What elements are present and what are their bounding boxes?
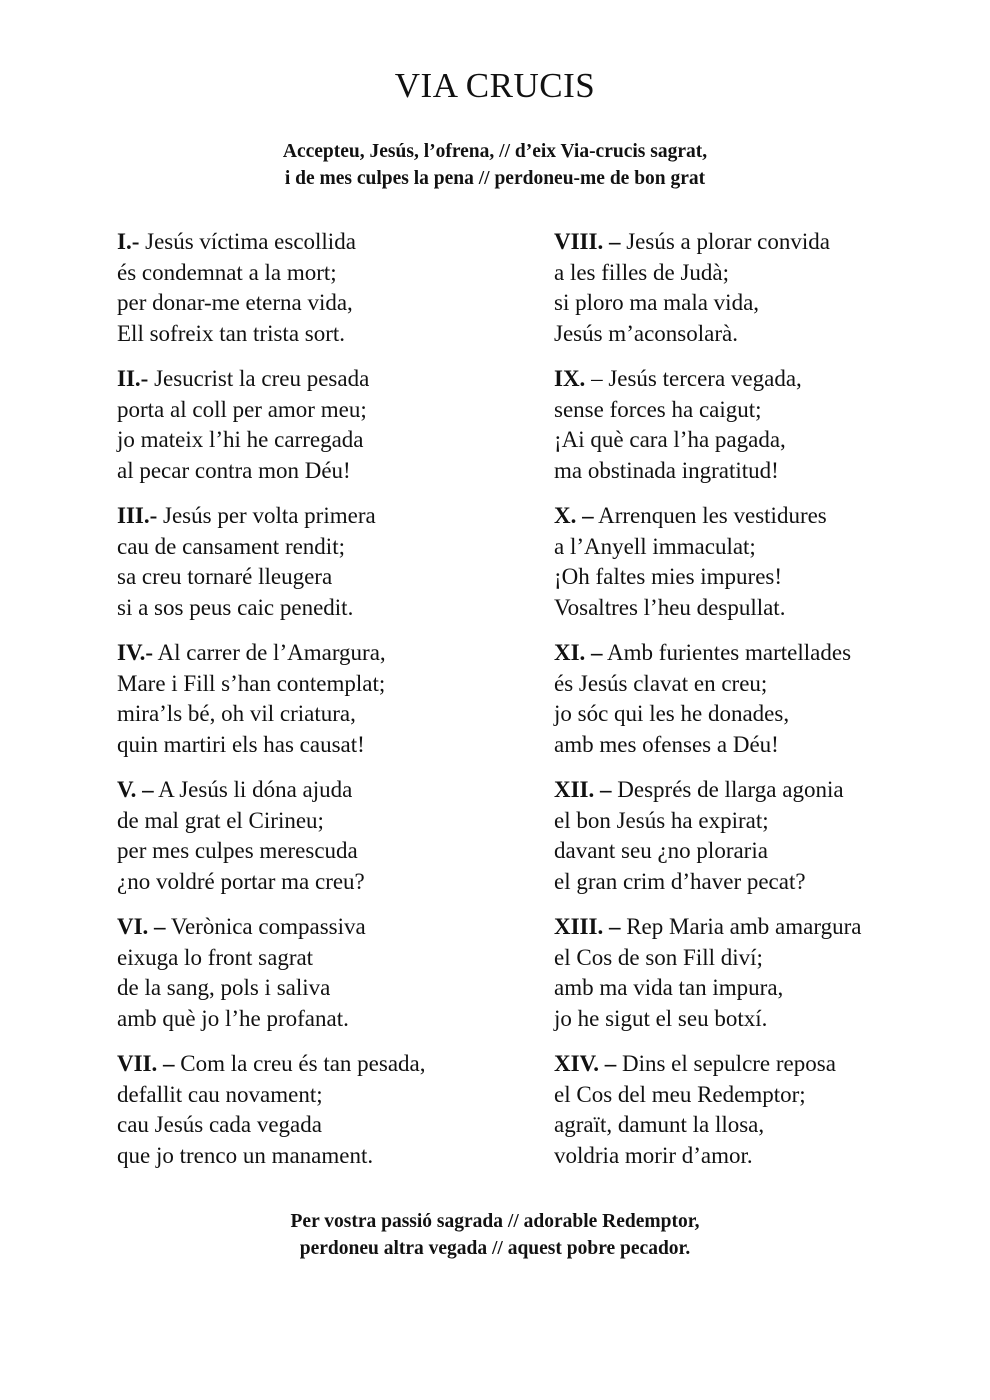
- stanza-line: Jesús m’aconsolarà.: [554, 320, 738, 346]
- intro-line: Accepteu, Jesús, l’ofrena, // d’eix Via-crucis sagrat,: [282, 141, 708, 162]
- stanza-line: Jesús víctima escollida: [139, 229, 356, 254]
- station-number: I.-: [117, 229, 140, 254]
- stanza-line: Dins el sepulcre reposa: [616, 1051, 836, 1076]
- stanza-line: quin martiri els has causat!: [117, 731, 365, 757]
- stanza-line: – Jesús tercera vegada,: [585, 366, 802, 391]
- stanza-line: al pecar contra mon Déu!: [117, 457, 351, 483]
- station-number: VI. –: [117, 914, 166, 939]
- stanza-line: A Jesús li dóna ajuda: [153, 777, 353, 802]
- stanza-first-line: [554, 501, 954, 532]
- station-stanza: [117, 912, 527, 1034]
- stanza-line: Verònica compassiva: [165, 914, 366, 939]
- stanza-line: que jo trenco un manament.: [117, 1142, 374, 1168]
- stanza-first-line: [554, 912, 954, 943]
- stanza-line: el bon Jesús ha expirat;: [554, 807, 769, 833]
- station-stanza: [554, 501, 954, 623]
- station-stanza: [117, 364, 527, 486]
- station-number: XII. –: [554, 777, 612, 802]
- station-stanza: [554, 775, 954, 897]
- stanza-line: jo he sigut el seu botxí.: [554, 1005, 768, 1031]
- station-stanza: [117, 638, 527, 760]
- stanza-line: ¡Oh faltes mies impures!: [554, 564, 783, 589]
- stanza-line: amb mes ofenses a Déu!: [554, 731, 779, 757]
- stanza-line: amb què jo l’he profanat.: [117, 1005, 349, 1031]
- stanza-line: jo sóc qui les he donades,: [554, 701, 790, 726]
- stanza-first-line: [117, 364, 527, 395]
- stanza-line: de mal grat el Cirineu;: [117, 807, 324, 833]
- stanza-first-line: [554, 638, 954, 669]
- stanza-line: Com la creu és tan pesada,: [174, 1051, 426, 1076]
- station-number: XIV. –: [554, 1051, 617, 1076]
- station-number: IX.: [554, 366, 586, 391]
- stanza-first-line: [554, 227, 954, 258]
- stanza-line: cau Jesús cada vegada: [117, 1112, 322, 1137]
- stanza-line: si ploro ma mala vida,: [554, 290, 760, 315]
- stanza-line: és Jesús clavat en creu;: [554, 670, 768, 696]
- station-number: III.-: [117, 503, 158, 528]
- stanza-line: Jesús a plorar convida: [620, 229, 830, 254]
- stanza-line: davant seu ¿no ploraria: [554, 838, 768, 863]
- stanza-first-line: [117, 912, 527, 943]
- stanza-line: porta al coll per amor meu;: [117, 396, 367, 422]
- stanza-line: el Cos de son Fill diví;: [554, 944, 763, 970]
- stanza-line: Vosaltres l’heu despullat.: [554, 594, 786, 620]
- stanza-line: Ell sofreix tan trista sort.: [117, 320, 346, 346]
- stanza-line: ¡Ai què cara l’ha pagada,: [554, 427, 786, 452]
- station-number: XIII. –: [554, 914, 621, 939]
- intro-prayer: [0, 138, 990, 192]
- station-number: XI. –: [554, 640, 603, 665]
- intro-line: i de mes culpes la pena // perdoneu-me de bon grat: [284, 168, 706, 189]
- stanza-line: Jesús per volta primera: [157, 503, 376, 528]
- station-number: II.-: [117, 366, 149, 391]
- stanza-line: de la sang, pols i saliva: [117, 975, 331, 1000]
- stanza-line: Amb furientes martellades: [602, 640, 852, 665]
- stanza-first-line: [117, 638, 527, 669]
- station-stanza: [554, 638, 954, 760]
- stanza-line: sense forces ha caigut;: [554, 396, 762, 422]
- station-stanza: [554, 364, 954, 486]
- stanza-line: a les filles de Judà;: [554, 259, 730, 285]
- stanza-line: mira’ls bé, oh vil criatura,: [117, 701, 356, 726]
- stanza-first-line: [117, 1049, 527, 1080]
- station-stanza: [554, 1049, 954, 1171]
- stanza-line: ¿no voldré portar ma creu?: [117, 868, 365, 894]
- stanza-line: voldria morir d’amor.: [554, 1142, 753, 1168]
- right-column: [554, 227, 954, 1186]
- stanza-first-line: [117, 775, 527, 806]
- stanza-line: per mes culpes merescuda: [117, 838, 358, 863]
- stanza-line: amb ma vida tan impura,: [554, 975, 784, 1000]
- stanza-line: és condemnat a la mort;: [117, 259, 337, 285]
- station-number: X. –: [554, 503, 594, 528]
- outro-line: perdoneu altra vegada // aquest pobre pecador.: [299, 1238, 691, 1259]
- closing-prayer: [0, 1208, 990, 1262]
- stanza-line: a l’Anyell immaculat;: [554, 533, 756, 559]
- stanza-first-line: [117, 227, 527, 258]
- stanza-line: el gran crim d’haver pecat?: [554, 868, 806, 894]
- stanza-line: Arrenquen les vestidures: [593, 503, 827, 528]
- station-number: V. –: [117, 777, 154, 802]
- stanza-first-line: [554, 775, 954, 806]
- station-number: VIII. –: [554, 229, 621, 254]
- stanza-first-line: [117, 501, 527, 532]
- stanza-line: cau de cansament rendit;: [117, 533, 345, 559]
- outro-line: Per vostra passió sagrada // adorable Redemptor,: [290, 1211, 700, 1232]
- stanza-line: jo mateix l’hi he carregada: [117, 427, 364, 452]
- left-column: [117, 227, 527, 1186]
- station-stanza: [117, 1049, 527, 1171]
- page-title: VIA CRUCIS: [394, 66, 596, 105]
- station-number: VII. –: [117, 1051, 175, 1076]
- station-stanza: [117, 227, 527, 349]
- stanza-line: el Cos del meu Redemptor;: [554, 1081, 806, 1107]
- stanza-first-line: [554, 1049, 954, 1080]
- stanza-line: Després de llarga agonia: [611, 777, 844, 802]
- stanza-line: si a sos peus caic penedit.: [117, 594, 354, 620]
- stanza-line: per donar-me eterna vida,: [117, 290, 353, 315]
- stanza-line: Rep Maria amb amargura: [620, 914, 862, 939]
- station-stanza: [554, 227, 954, 349]
- station-stanza: [554, 912, 954, 1034]
- stanza-line: Jesucrist la creu pesada: [148, 366, 370, 391]
- stanza-line: eixuga lo front sagrat: [117, 944, 314, 970]
- station-number: IV.-: [117, 640, 154, 665]
- stanza-line: Al carrer de l’Amargura,: [153, 640, 386, 665]
- station-stanza: [117, 775, 527, 897]
- station-stanza: [117, 501, 527, 623]
- stanza-line: ma obstinada ingratitud!: [554, 457, 779, 483]
- stanza-line: defallit cau novament;: [117, 1081, 323, 1107]
- stanza-line: sa creu tornaré lleugera: [117, 564, 333, 589]
- stanza-first-line: [554, 364, 954, 395]
- stanza-line: agraït, damunt la llosa,: [554, 1112, 765, 1137]
- stanza-line: Mare i Fill s’han contemplat;: [117, 670, 386, 696]
